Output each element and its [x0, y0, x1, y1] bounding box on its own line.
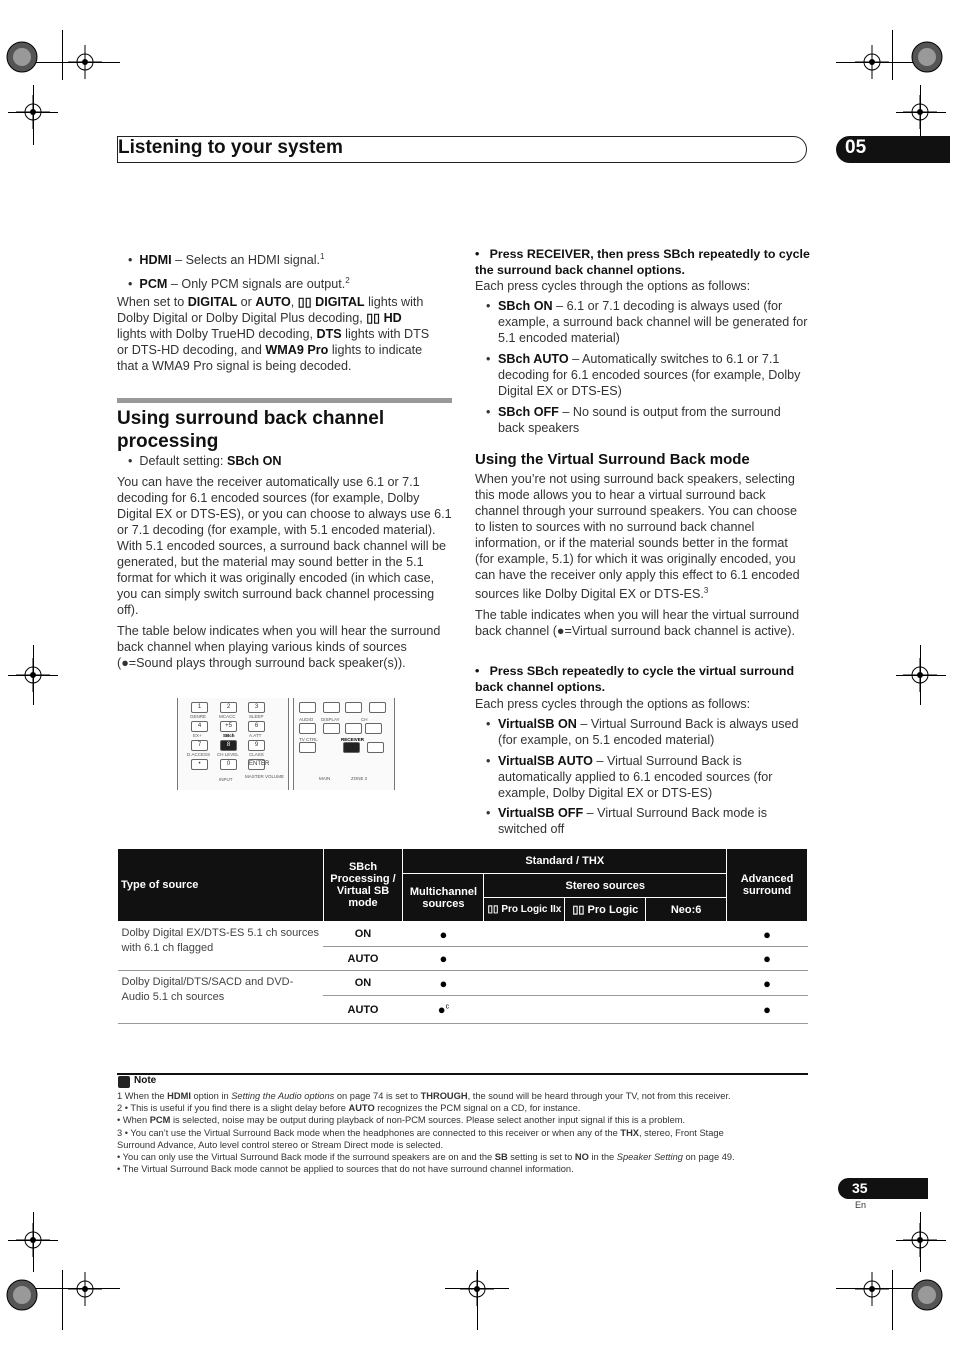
- col-advanced-surround: Advanced surround: [727, 849, 808, 922]
- table-intro-paragraph: The table below indicates when you will hear the surround back channel when playing various kinds of sources (●=Sound plays through surround back speaker(s)).: [117, 624, 441, 670]
- dot-cell: ●: [727, 971, 808, 996]
- remote-key: [365, 723, 382, 734]
- input-indicator-paragraph: When set to DIGITAL or AUTO, ▯▯ DIGITAL lights with Dolby Digital or Dolby Digital Plus decoding, ▯▯ HD lights with Dolby TrueHD decoding, DTS lights with DTS or DTS-HD decoding, and WMA9 Pro lights to indicate that a WMA9 Pro signal is being decoded.: [117, 295, 430, 373]
- option-virtualsb-auto: • VirtualSB AUTO – Virtual Surround Back is automatically applied to 6.1 encoded sources (for example, Dolby Digital EX or DTS-ES): [486, 754, 773, 800]
- section-rule: [117, 398, 452, 403]
- col-standard-thx: Standard / THX: [403, 849, 727, 874]
- remote-key-label: DISPLAY: [321, 717, 340, 722]
- crosshair-icon: [16, 95, 50, 129]
- table-row: [118, 971, 808, 996]
- crosshair-icon: [68, 1272, 102, 1306]
- mode-cell: AUTO: [323, 996, 403, 1024]
- col-type-of-source: Type of source: [118, 849, 324, 922]
- source-cell: Dolby Digital/DTS/SACD and DVD-Audio 5.1 ch sources: [118, 971, 324, 1024]
- crosshair-icon: [903, 658, 937, 692]
- remote-key: 0: [220, 759, 237, 770]
- footnote-3c: • The Virtual Surround Back mode cannot be applied to sources that do not have surround channel information.: [117, 1164, 574, 1175]
- remote-key-label: EX+: [193, 733, 202, 738]
- remote-key-label: CH LEVEL: [217, 752, 239, 757]
- dot-cell: ●: [403, 971, 484, 996]
- section-heading: Using surround back channel processing: [117, 408, 385, 452]
- dolby-dd-icon: ▯▯: [366, 311, 384, 325]
- remote-key: [323, 723, 340, 734]
- option-virtualsb-off: • VirtualSB OFF – Virtual Surround Back mode is switched off: [486, 806, 768, 836]
- sbch-paragraph: You can have the receiver automatically use 6.1 or 7.1 decoding for 6.1 encoded sources (for example, Dolby Digital EX or DTS-ES), or you can choose to always use 6.1 or 7.1 decoding (for example, with 5.1 encoded material). With 5.1 encoded sources, a surround back channel will be generated, but the material may sound better in the 5.1 format for which it was originally encoded (in which case, you can simply switch surround back channel processing off).: [117, 475, 452, 617]
- registration-wheel-icon: [910, 1278, 944, 1312]
- step1-subtext: Each press cycles through the options as follows:: [475, 279, 751, 293]
- dot-cell: ●: [727, 947, 808, 971]
- remote-key: [343, 742, 360, 753]
- language-label: En: [855, 1200, 867, 1210]
- footnote-3b: • You can only use the Virtual Surround Back mode if the surround speakers are on and the SB setting is set to NO in the Speaker Setting on page 49.: [117, 1152, 735, 1163]
- remote-key: [345, 702, 362, 713]
- option-sbch-on: • SBch ON – 6.1 or 7.1 decoding is always used (for example, a surround back channel will be generated for 5.1 encoded material): [486, 299, 808, 345]
- remote-key: ENTER: [248, 759, 265, 770]
- remote-key: [299, 742, 316, 753]
- remote-key-label: GENRE: [190, 714, 207, 719]
- remote-key: +5: [220, 721, 237, 732]
- col-multichannel: Multichannel sources: [403, 874, 484, 922]
- virtual-sb-heading: Using the Virtual Surround Back mode: [475, 451, 750, 468]
- step-receiver-sbch: • Press RECEIVER, then press SBch repeatedly to cycle the surround back channel options.: [475, 247, 810, 277]
- footnote-ref: 1: [320, 252, 325, 261]
- note-pencil-icon: [118, 1076, 130, 1088]
- step-virtual-sb: • Press SBch repeatedly to cycle the virtual surround back channel options.: [475, 664, 795, 694]
- crosshair-icon: [68, 45, 102, 79]
- source-cell: Dolby Digital EX/DTS-ES 5.1 ch sources with 6.1 ch flagged: [118, 922, 324, 971]
- col-sbch-mode: SBch Processing / Virtual SB mode: [323, 849, 403, 922]
- remote-key-label: A.ATT: [249, 733, 262, 738]
- crosshair-icon: [16, 658, 50, 692]
- registration-wheel-icon: [5, 1278, 39, 1312]
- remote-key: 3: [248, 702, 265, 713]
- remote-key-label: RECEIVER: [341, 737, 365, 742]
- remote-key: [323, 702, 340, 713]
- footnote-2b: • When PCM is selected, noise may be output during playback of non-PCM sources. Please select another input signal if this is a problem.: [117, 1115, 686, 1126]
- dolby-dd-icon: ▯▯: [487, 904, 502, 915]
- remote-key: •: [191, 759, 208, 770]
- remote-key: 7: [191, 740, 208, 751]
- dot-cell: ●: [403, 947, 484, 971]
- remote-key-label: SLEEP: [249, 714, 264, 719]
- remote-key: [345, 723, 362, 734]
- dot-cell: ●$^c$: [403, 996, 484, 1024]
- crosshair-icon: [903, 1223, 937, 1257]
- remote-key-label: SBch: [223, 733, 235, 738]
- surround-table: [117, 848, 808, 1024]
- dolby-dd-icon: ▯▯: [297, 295, 316, 309]
- remote-key: 9: [248, 740, 265, 751]
- virtual-sb-paragraph: When you’re not using surround back speakers, selecting this mode allows you to hear a virtual surround back channel through your surround speakers. You can choose to listen to sources with no surround back channel information, or if the material sounds better in the format (for example, 5.1) for which it was originally encoded, you can have the receiver only apply this effect to 6.1 encoded sources like Dolby Digital EX or DTS-ES.$^3$: [475, 472, 800, 602]
- pcm-text: – Only PCM signals are output.: [167, 277, 346, 292]
- remote-illustration: [175, 698, 395, 790]
- remote-key: 6: [248, 721, 265, 732]
- remote-key: [299, 723, 316, 734]
- footnote-1: 1 When the HDMI option in Setting the Audio options on page 74 is set to THROUGH, the sound will be heard through your TV, not from this receiver.: [117, 1091, 731, 1101]
- remote-key: 2: [220, 702, 237, 713]
- crosshair-icon: [16, 1223, 50, 1257]
- page-title: Listening to your system: [118, 137, 343, 158]
- mode-cell: AUTO: [323, 947, 403, 971]
- chapter-number: 05: [845, 137, 867, 158]
- remote-key: 4: [191, 721, 208, 732]
- crosshair-icon: [855, 1272, 889, 1306]
- remote-key: 8: [220, 740, 237, 751]
- crosshair-icon: [460, 1272, 494, 1306]
- remote-key: [369, 702, 386, 713]
- default-setting: • Default setting: SBch ON: [128, 454, 282, 468]
- col-pro-logic: ▯▯ Pro Logic: [565, 898, 646, 922]
- crosshair-icon: [903, 95, 937, 129]
- col-stereo: Stereo sources: [484, 874, 727, 898]
- registration-wheel-icon: [910, 40, 944, 74]
- footnotes: [117, 1090, 808, 1175]
- col-pro-logic-iix: ▯▯ Pro Logic IIx: [484, 898, 565, 922]
- hdmi-text: – Selects an HDMI signal.: [171, 253, 320, 268]
- remote-key-label: MAIN: [319, 776, 331, 781]
- footnote-2a: 2 • This is useful if you find there is a slight delay before AUTO recognizes the PCM signal on a CD, for instance.: [117, 1103, 581, 1114]
- remote-key-label: AUDIO: [299, 717, 314, 722]
- col-neo6: Neo:6: [646, 898, 727, 922]
- footnote-3a: 3 • You can’t use the Virtual Surround Back mode when the headphones are connected to this receiver or when any of the THX, stereo, Front Stage Surround Advance, Auto level control stereo or Stream Direct mode is selected.: [117, 1127, 724, 1150]
- remote-key-label: CH: [361, 717, 368, 722]
- table-row: [118, 922, 808, 947]
- mode-cell: ON: [323, 922, 403, 947]
- page-number: 35: [852, 1180, 868, 1196]
- remote-key-label: D.ACCESS: [187, 752, 211, 757]
- remote-key: [299, 702, 316, 713]
- dolby-dd-icon: ▯▯: [572, 904, 588, 916]
- dot-cell: ●: [403, 922, 484, 947]
- dot-cell: ●: [727, 922, 808, 947]
- remote-key-label: INPUT: [219, 777, 233, 782]
- option-virtualsb-on: • VirtualSB ON – Virtual Surround Back is always used (for example, on 5.1 encoded material): [486, 717, 799, 747]
- registration-wheel-icon: [5, 40, 39, 74]
- note-title: Note: [134, 1075, 157, 1086]
- pcm-label: PCM: [139, 277, 168, 292]
- remote-key: [367, 742, 384, 753]
- option-sbch-off: • SBch OFF – No sound is output from the surround back speakers: [486, 405, 781, 435]
- footnote-ref: 2: [345, 276, 350, 285]
- bullet-pcm: • PCM – Only PCM signals are output.$^2$: [128, 276, 350, 292]
- remote-key-label: MCACC: [219, 714, 236, 719]
- option-sbch-auto: • SBch AUTO – Automatically switches to 6.1 or 7.1 decoding for 6.1 encoded sources (for example, Dolby Digital EX or DTS-ES): [486, 352, 801, 398]
- crosshair-icon: [855, 45, 889, 79]
- remote-key-label: TV CTRL: [299, 737, 318, 742]
- remote-key-label: MASTER VOLUME: [245, 774, 285, 779]
- remote-key: 1: [191, 702, 208, 713]
- remote-key-label: ZONE 2: [351, 776, 368, 781]
- bullet-hdmi: • HDMI – Selects an HDMI signal.$^1$: [128, 252, 325, 268]
- remote-key-label: CLASS: [249, 752, 264, 757]
- virtual-table-intro: The table indicates when you will hear the virtual surround back channel (●=Virtual surround back channel is active).: [475, 608, 800, 638]
- step2-subtext: Each press cycles through the options as follows:: [475, 697, 751, 711]
- note-rule: [117, 1073, 808, 1075]
- dot-cell: ●: [727, 996, 808, 1024]
- mode-cell: ON: [323, 971, 403, 996]
- hdmi-label: HDMI: [139, 253, 172, 268]
